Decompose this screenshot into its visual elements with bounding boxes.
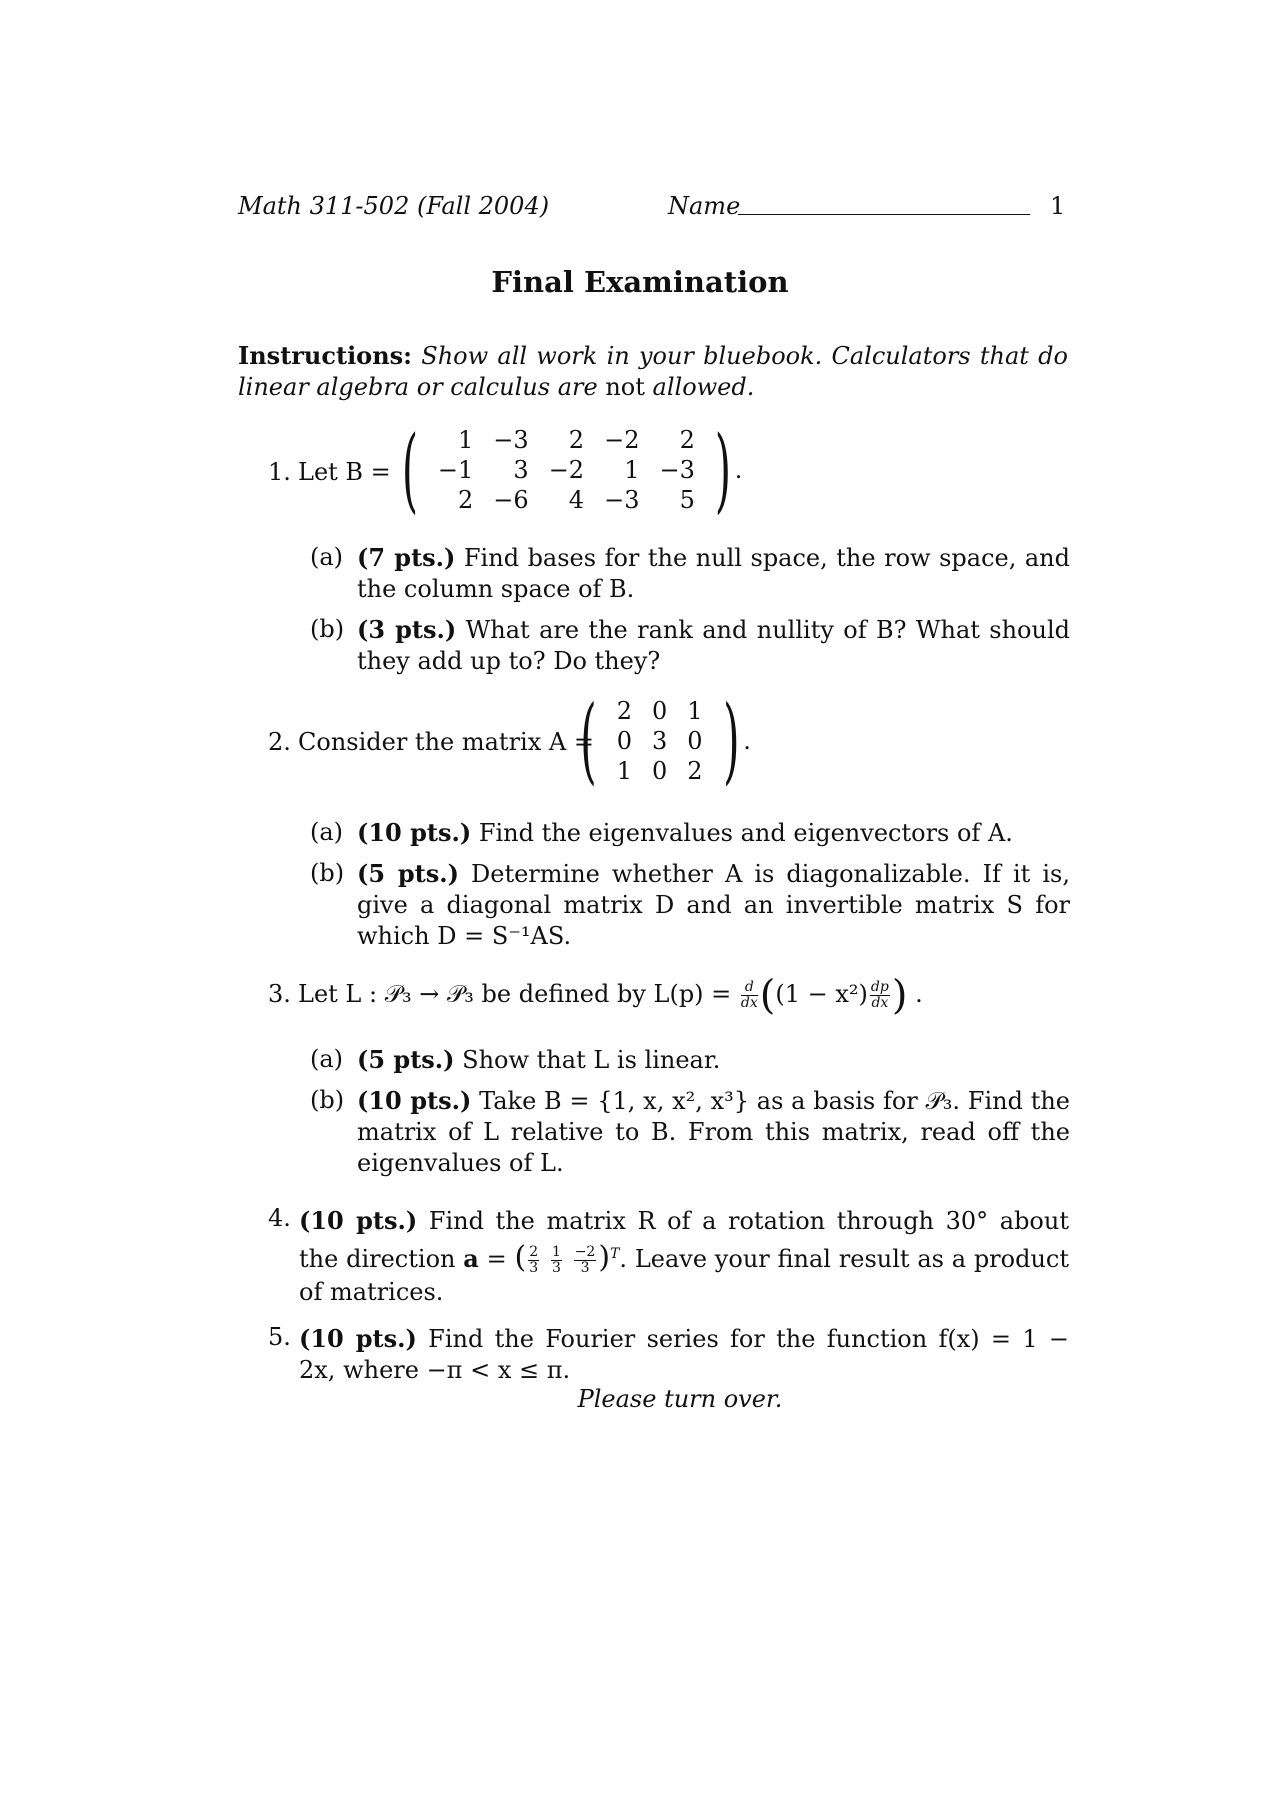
q1-part-a — [310, 542, 1070, 604]
instructions — [238, 340, 1068, 403]
q3-lead: Let L : 𝒫₃ → 𝒫₃ be defined by L(p) = — [298, 980, 732, 1008]
q4-text-block: (10 pts.) Find the matrix R of a rotation through 30° about the direction a = ( $\frac{2}{3}$ $\frac{1}{3}$ $\frac{-2}{3}$ )$^T$. Leave your final result as a product of matrices. — [299, 1206, 1070, 1306]
name-blank-line — [738, 214, 1030, 215]
q2-cell: 0 — [616, 727, 632, 755]
q2-cell: 0 — [651, 697, 668, 725]
q2a-label: (a) — [310, 818, 344, 846]
q3a-label: (a) — [310, 1045, 344, 1073]
q1-number: 1. — [268, 458, 291, 486]
q2-cell: 0 — [651, 757, 668, 785]
q3-d-dx: $\frac{d}{dx}$ — [740, 979, 758, 1011]
q2-cell: 3 — [651, 727, 668, 755]
q2-number: 2. — [268, 728, 291, 756]
q2b-label: (b) — [310, 859, 345, 887]
q2a-points: (10 pts.) — [357, 818, 472, 847]
q1-cell: −3 — [604, 486, 640, 514]
q2-cell: 2 — [687, 757, 703, 785]
instructions-text-2: allowed. — [652, 373, 755, 401]
q2-row — [607, 726, 713, 756]
q2b-text: Determine whether A is diagonalizable. If it is, give a diagonal matrix D and an invertible matrix S for which D = S⁻¹AS. — [357, 860, 1070, 950]
q1-cell: 2 — [679, 426, 695, 454]
q1a-text: Find bases for the null space, the row space, and the column space of B. — [357, 544, 1070, 603]
q2-cell: 2 — [616, 697, 632, 725]
q3a-text: Show that L is linear. — [462, 1046, 721, 1074]
q1-row — [428, 485, 705, 515]
q4-frac-3: $\frac{-2}{3}$ — [574, 1244, 596, 1276]
q2-lead: Consider the matrix A = — [298, 728, 594, 756]
q5-text-block — [299, 1323, 1069, 1386]
q4-frac-2: $\frac{1}{3}$ — [551, 1244, 561, 1276]
q4-vector-a: a — [463, 1244, 479, 1273]
q2-matrix: ( 2 0 1 0 3 0 1 0 2 ) . — [580, 686, 751, 795]
q4-frac-1: $\frac{2}{3}$ — [529, 1244, 539, 1276]
q2-part-a — [310, 817, 1070, 848]
q1-matrix: ( 1 −3 2 −2 2 −1 3 −2 1 −3 2 −6 4 −3 5 ) . — [401, 416, 743, 523]
q1a-points: (7 pts.) — [357, 543, 456, 572]
q3-inner: (1 − x²) — [775, 980, 868, 1008]
q5-text: Find the Fourier series for the function f(x) = 1 − 2x, where −π < x ≤ π. — [299, 1325, 1069, 1384]
q2-cell: 1 — [616, 757, 632, 785]
turn-over-note: Please turn over. — [577, 1385, 783, 1413]
q3-part-a — [310, 1044, 1070, 1075]
q1-part-b — [310, 614, 1070, 676]
q5-points: (10 pts.) — [299, 1324, 417, 1353]
q2-right-paren: ) — [722, 686, 740, 795]
q3a-points: (5 pts.) — [357, 1045, 455, 1074]
q1-cell: 1 — [624, 456, 640, 484]
q1-cell: −3 — [493, 426, 529, 454]
q2-left-paren: ( — [580, 686, 597, 795]
q4-text-2: . Leave your final result as a product of matrices. — [299, 1245, 1070, 1306]
q2-row — [607, 756, 713, 786]
q1-cell: −3 — [659, 456, 695, 484]
instructions-label: Instructions: — [238, 341, 413, 370]
q4-text-1: Find the matrix R of a rotation through 30° about the direction — [299, 1207, 1069, 1273]
course-label: Math 311-502 (Fall 2004) — [238, 192, 550, 220]
q1b-text: What are the rank and nullity of B? What should they add up to? Do they? — [357, 616, 1071, 675]
q1-cell: 5 — [679, 486, 695, 514]
q1-row — [428, 425, 705, 455]
q4-number: 4. — [268, 1204, 291, 1232]
q1-cell: −2 — [604, 426, 640, 454]
q1b-label: (b) — [310, 615, 345, 643]
instructions-text-1: Show all work in your bluebook. Calculators that do linear algebra or calculus are — [238, 342, 1068, 401]
q1-row — [428, 455, 705, 485]
q2-matrix-table — [607, 696, 713, 786]
q2-part-b — [310, 858, 1070, 951]
q4-transpose: T — [610, 1246, 620, 1262]
instructions-not: not — [605, 373, 645, 401]
q3-number: 3. — [268, 980, 291, 1008]
q1-cell: 3 — [513, 456, 529, 484]
q1-matrix-table — [428, 425, 705, 515]
q1-cell: −6 — [493, 486, 529, 514]
q3b-text: Take B = {1, x, x², x³} as a basis for 𝒫₃. Find the matrix of L relative to B. From this matrix, read off the eigenvalues of L. — [357, 1087, 1070, 1177]
page-number: 1 — [1050, 192, 1066, 220]
q1-cell: −2 — [548, 456, 585, 484]
name-label: Name — [668, 192, 741, 220]
q1b-points: (3 pts.) — [357, 615, 457, 644]
q3b-label: (b) — [310, 1086, 345, 1114]
q3b-points: (10 pts.) — [357, 1086, 472, 1115]
q1-cell: 2 — [458, 486, 474, 514]
page-title: Final Examination — [491, 265, 789, 299]
q2a-text: Find the eigenvalues and eigenvectors of A. — [478, 819, 1013, 847]
q3-part-b — [310, 1085, 1070, 1178]
q3-dp-dx: $\frac{dp}{dx}$ — [870, 979, 889, 1011]
q1-cell: 4 — [568, 486, 585, 514]
q1-right-paren: ) — [714, 416, 731, 523]
q2b-points: (5 pts.) — [357, 859, 459, 888]
q1-cell: −1 — [437, 456, 474, 484]
q1-cell: 2 — [568, 426, 585, 454]
q2-cell: 0 — [687, 727, 703, 755]
q2-row — [607, 696, 713, 726]
q4-equals: = — [486, 1245, 507, 1273]
q1-cell: 1 — [458, 426, 474, 454]
q4-points: (10 pts.) — [299, 1206, 418, 1235]
q1-lead: Let B = — [298, 458, 391, 486]
q1-left-paren: ( — [401, 416, 419, 523]
q5-number: 5. — [268, 1323, 291, 1351]
q1a-label: (a) — [310, 543, 344, 571]
q2-cell: 1 — [687, 697, 703, 725]
q3-definition: Let L : 𝒫₃ → 𝒫₃ be defined by L(p) = $\frac{d}{dx}$ ((1 − x²) $\frac{dp}{dx}$ ) . — [298, 972, 923, 1019]
